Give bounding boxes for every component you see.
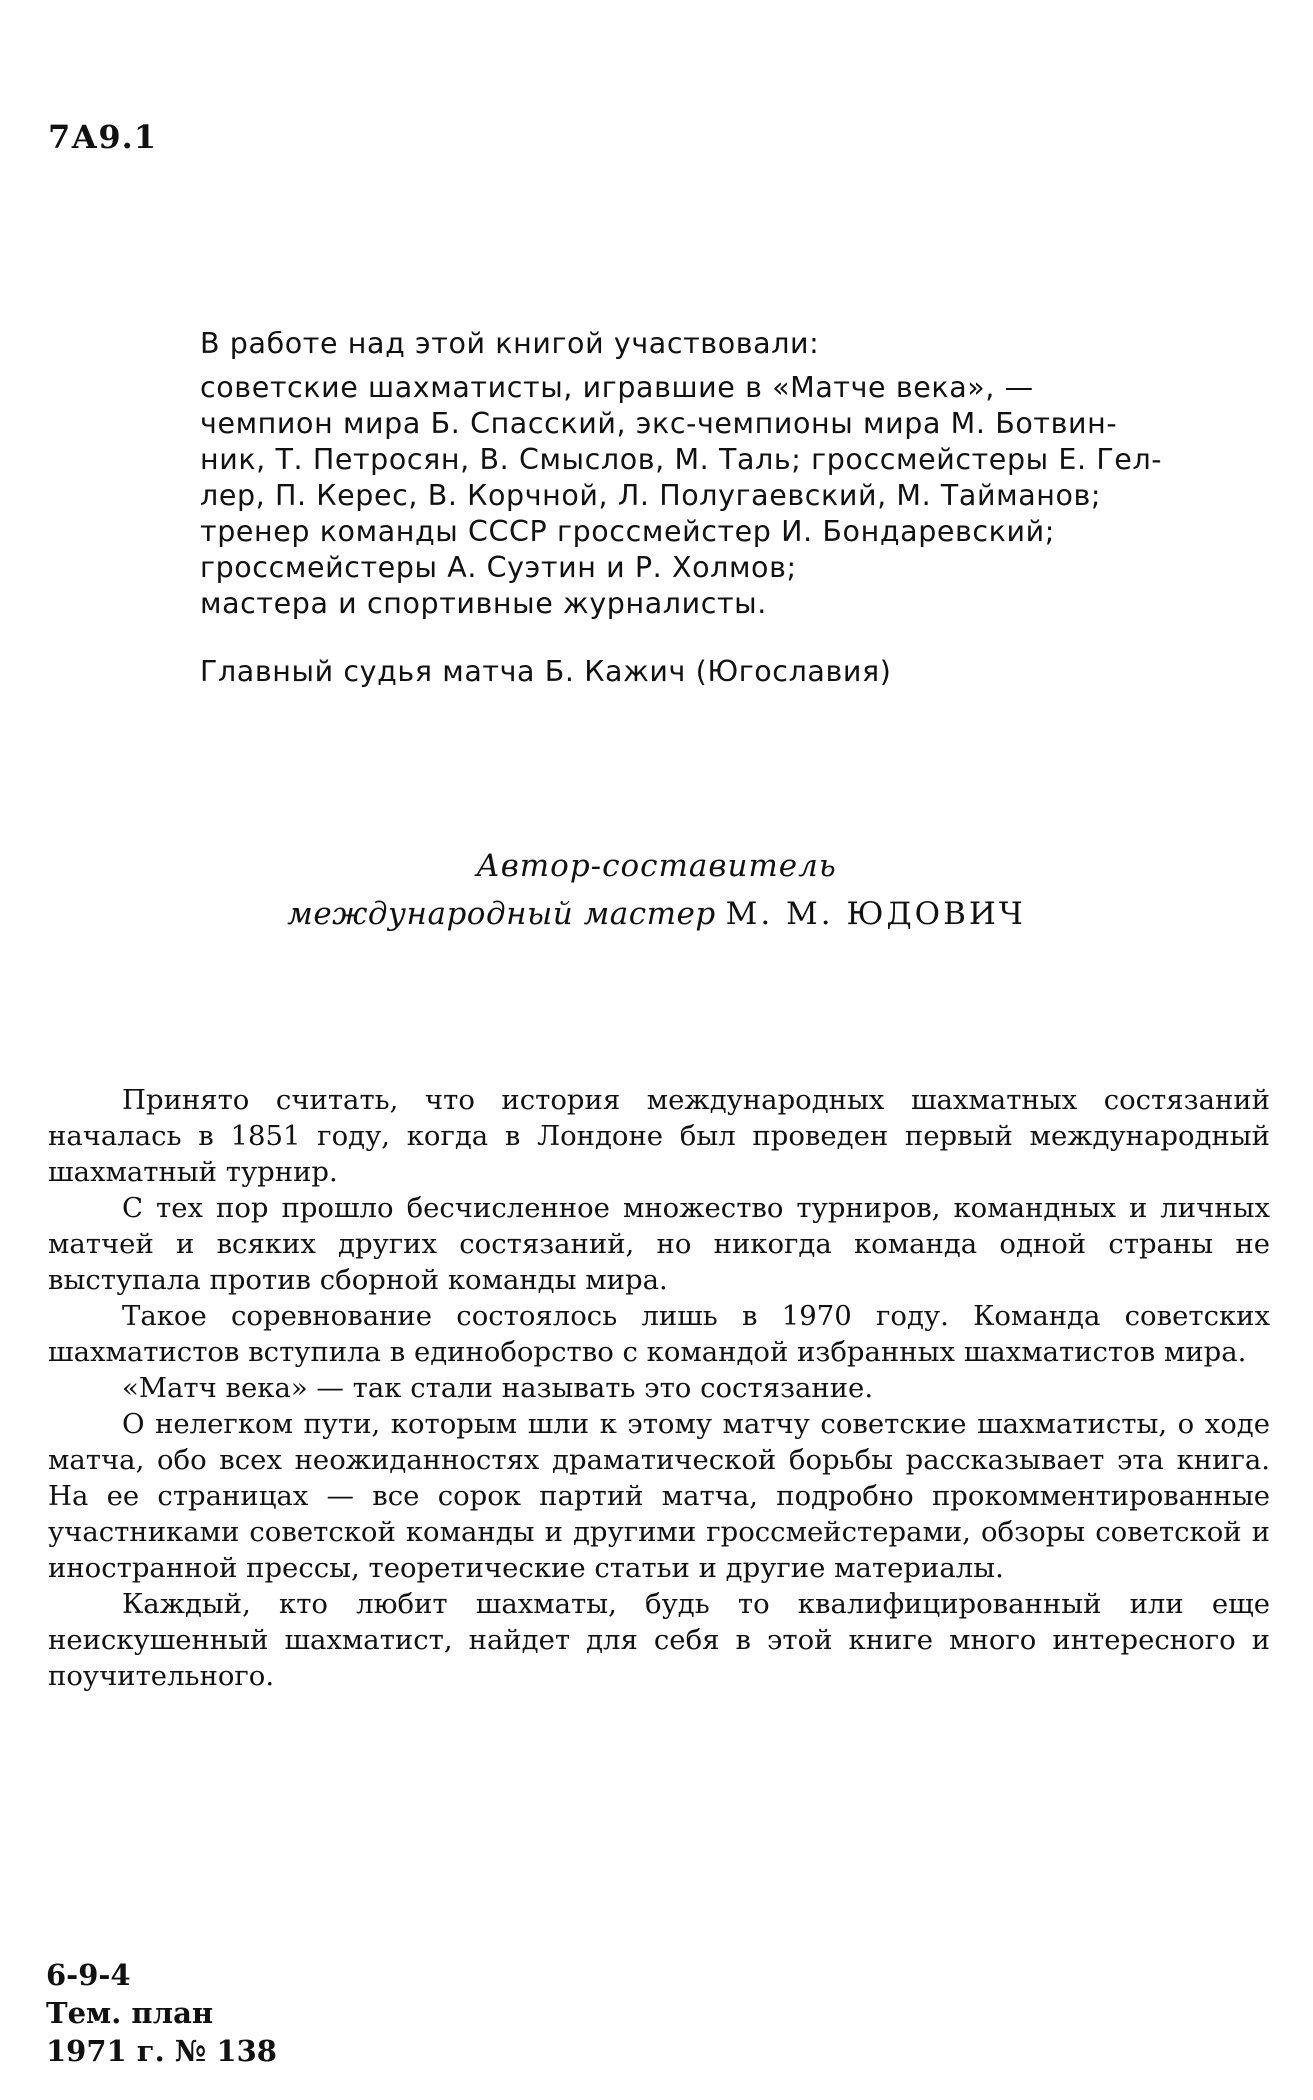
author-block: [0, 842, 1313, 938]
author-title: международный мастер: [287, 896, 716, 932]
annotation-paragraph: Принято считать, что история международных шахматных состязаний началась в 1851 году, когда в Лондоне был проведен первый международный шахматный турнир.: [48, 1084, 1270, 1188]
contributors-line: мастера и спортивные журналисты.: [200, 587, 767, 620]
chief-referee: Главный судья матча Б. Кажич (Югославия): [200, 655, 892, 688]
author-line: [0, 890, 1313, 938]
annotation-paragraph: С тех пор прошло бесчисленное множество турниров, командных и личных матчей и всяких других состязаний, но никогда команда одной страны не выступала против сборной команды мира.: [48, 1192, 1270, 1296]
author-role: Автор-составитель: [476, 848, 837, 884]
contributors-section: [200, 326, 1210, 690]
imprint-plan-label: Тем. план: [46, 1996, 214, 2030]
contributors-line: гроссмейстеры А. Суэтин и Р. Холмов;: [200, 551, 797, 584]
annotation-paragraph: Каждый, кто любит шахматы, будь то квалифицированный или еще неискушенный шахматист, найдет для себя в этой книге много интересного и поучительного.: [48, 1588, 1270, 1692]
contributors-line: чемпион мира Б. Спасский, экс-чемпионы мира М. Ботвин-: [200, 407, 1118, 440]
contributors-line: советские шахматисты, игравшие в «Матче века», —: [200, 371, 1034, 404]
contributors-line: лер, П. Керес, В. Корчной, Л. Полугаевский, М. Тайманов;: [200, 479, 1102, 512]
contributors-line: тренер команды СССР гроссмейстер И. Бондаревский;: [200, 515, 1055, 548]
contributors-line: ник, Т. Петросян, В. Смыслов, М. Таль; гроссмейстеры Е. Гел-: [200, 443, 1163, 476]
imprint-block: [46, 1956, 277, 2070]
annotation-paragraph: Такое соревнование состоялось лишь в 1970 году. Команда советских шахматистов вступила в единоборство с командой избранных шахматистов мира.: [48, 1300, 1270, 1368]
classification-code: 7А9.1: [48, 118, 157, 156]
contributors-heading: В работе над этой книгой участвовали:: [200, 327, 820, 360]
imprint-plan-entry: 1971 г. № 138: [46, 2034, 277, 2068]
annotation-text: [48, 1082, 1270, 1694]
annotation-paragraph: О нелегком пути, которым шли к этому матчу советские шахматисты, о ходе матча, обо всех неожиданностях драматической борьбы рассказывает эта книга. На ее страницах — все сорок партий матча, подробно прокомментированные участниками советской команды и другими гроссмейстерами, обзоры советской и иностранной прессы, теоретические статьи и другие материалы.: [48, 1408, 1270, 1584]
annotation-paragraph: «Матч века» — так стали называть это состязание.: [122, 1372, 874, 1404]
imprint-code: 6-9-4: [46, 1958, 131, 1992]
author-name: М. М. ЮДОВИЧ: [725, 896, 1026, 932]
